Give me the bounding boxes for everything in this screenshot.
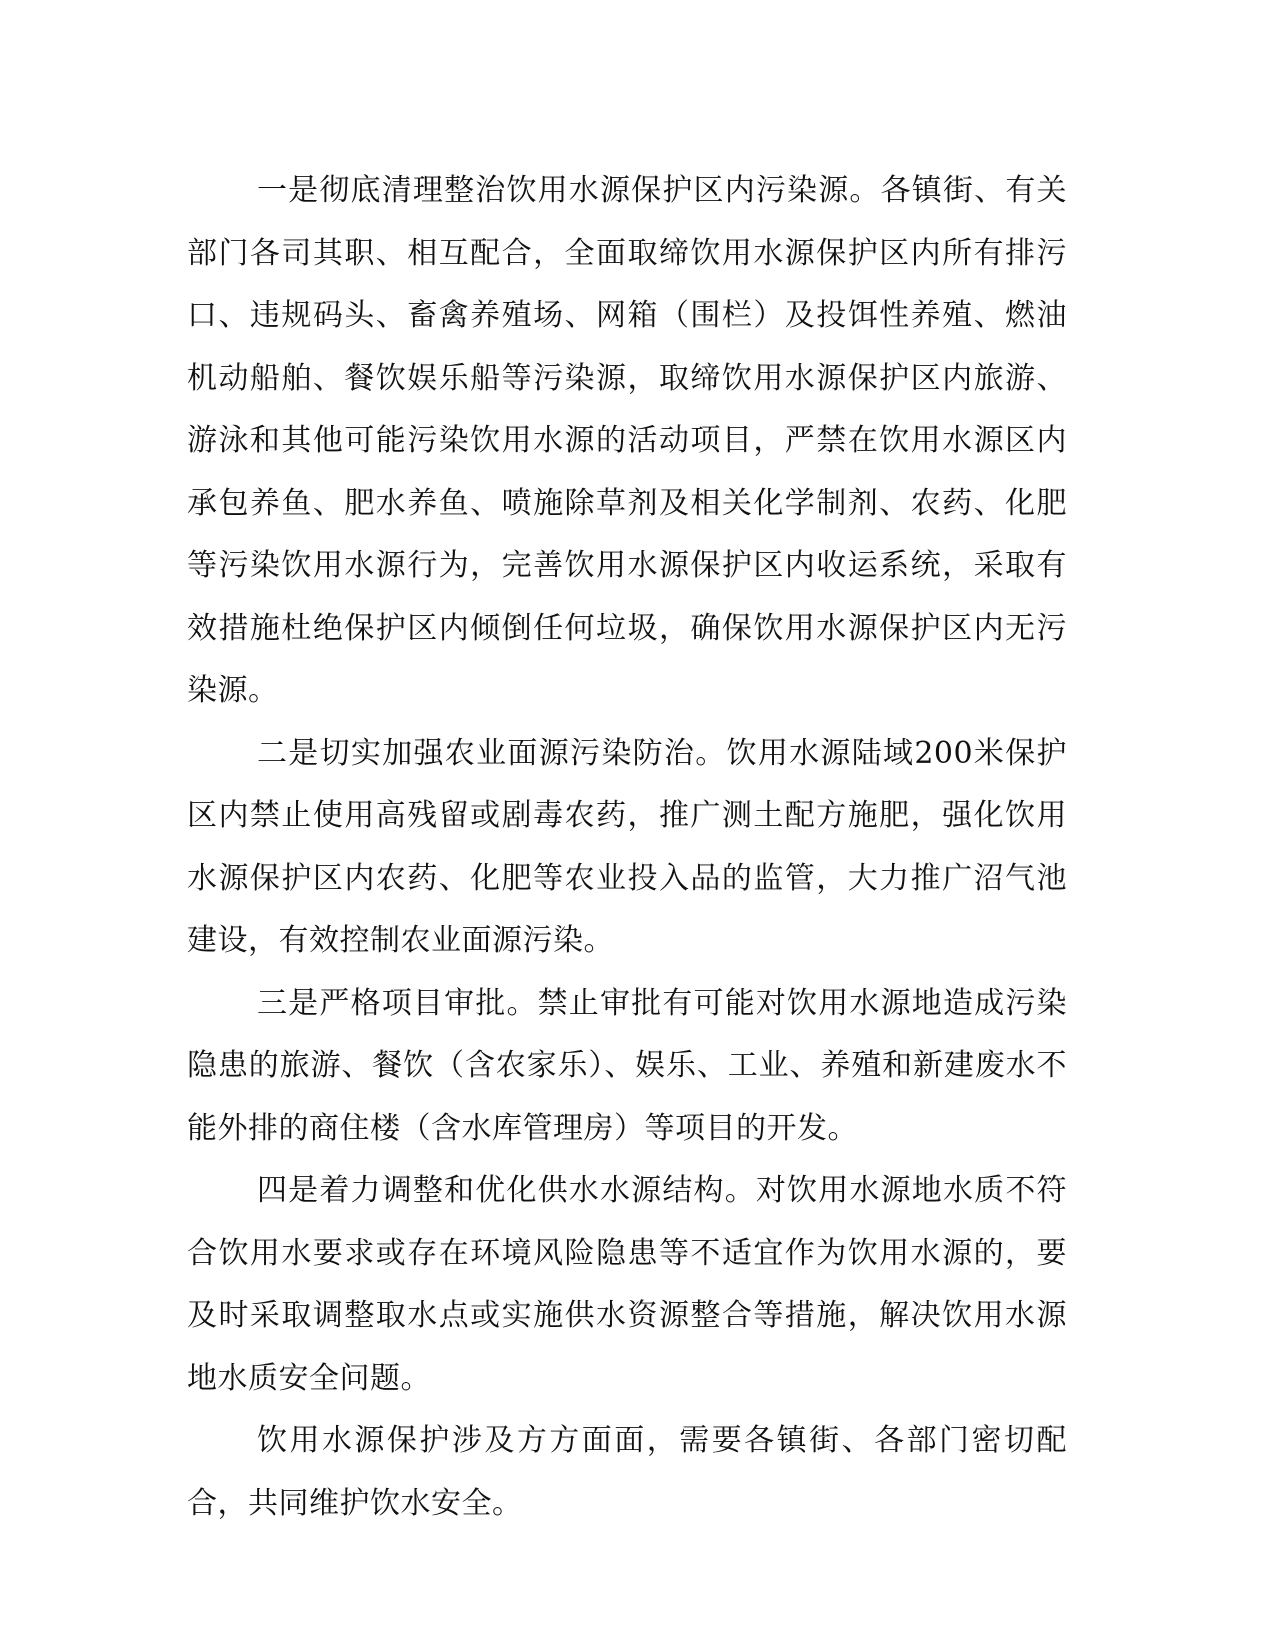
paragraph-project-approval: 三是严格项目审批。禁止审批有可能对饮用水源地造成污染隐患的旅游、餐饮（含农家乐）、娱乐、工业、养殖和新建废水不能外排的商住楼（含水库管理房）等项目的开发。	[187, 985, 1067, 1146]
paragraph-conclusion: 饮用水源保护涉及方方面面，需要各镇街、各部门密切配合，共同维护饮水安全。	[187, 1423, 1067, 1521]
document-body	[187, 160, 1067, 1535]
paragraph-pollution-sources: 一是彻底清理整治饮用水源保护区内污染源。各镇街、有关部门各司其职、相互配合，全面取缔饮用水源保护区内所有排污口、违规码头、畜禽养殖场、网箱（围栏）及投饵性养殖、燃油机动船舶、餐饮娱乐船等污染源，取缔饮用水源保护区内旅游、游泳和其他可能污染饮用水源的活动项目，严禁在饮用水源区内承包养鱼、肥水养鱼、喷施除草剂及相关化学制剂、农药、化肥等污染饮用水源行为，完善饮用水源保护区内收运系统，采取有效措施杜绝保护区内倾倒任何垃圾，确保饮用水源保护区内无污染源。	[187, 173, 1067, 708]
paragraph-water-source-structure: 四是着力调整和优化供水水源结构。对饮用水源地水质不符合饮用水要求或存在环境风险隐患等不适宜作为饮用水源的，要及时采取调整取水点或实施供水资源整合等措施，解决饮用水源地水质安全问题。	[187, 1173, 1067, 1396]
paragraph-agricultural-pollution: 二是切实加强农业面源污染防治。饮用水源陆域200米保护区内禁止使用高残留或剧毒农药，推广测土配方施肥，强化饮用水源保护区内农药、化肥等农业投入品的监管，大力推广沼气池建设，有效控制农业面源污染。	[187, 735, 1067, 958]
